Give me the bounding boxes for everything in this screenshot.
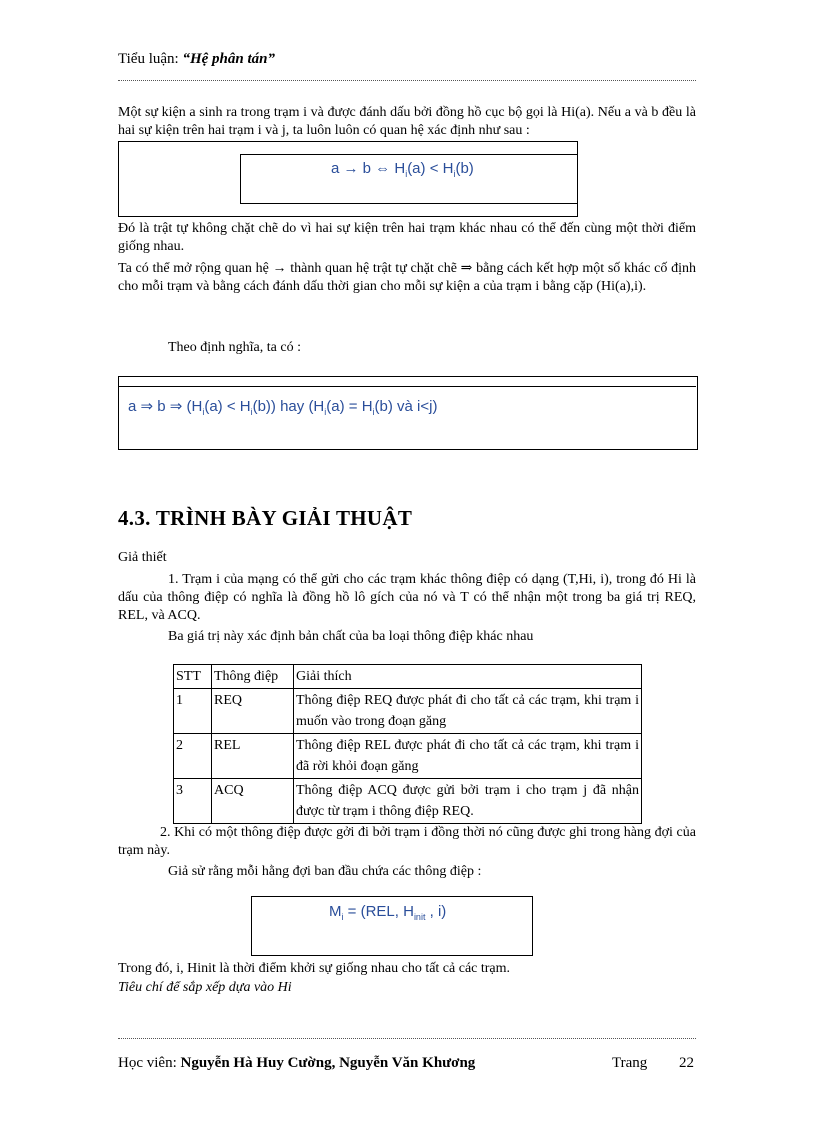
- table-cell-type: ACQ: [212, 779, 294, 824]
- assumption-item-1: 1. Trạm i của mạng có thể gửi cho các trạm khác thông điệp có dạng (T,Hi, i), trong đó Hi là dấu của thông điệp có nghĩa là đồng hồ lô gích của nó và T có thể nhận một trong ba giá trị REQ, REL, và ACQ.: [118, 572, 696, 623]
- table-header-cell: Thông điệp: [212, 665, 294, 689]
- table-cell-desc: Thông điệp REQ được phát đi cho tất cả các trạm, khi trạm i muốn vào trong đoạn găng: [294, 689, 642, 734]
- formula-happens-before: a → b ⇔ $H_i(a) < H_i(b)$: [331, 160, 474, 179]
- table-cell-stt: 2: [174, 734, 212, 779]
- intro-paragraph-3: Ta có thể mở rộng quan hệ → thành quan hệ trật tự chặt chẽ ⇒ bằng cách kết hợp một số khác cố định cho mỗi trạm và bằng cách đánh dấu thời gian cho mỗi sự kiện a của trạm i bằng cặp (Hi(a),i).: [118, 261, 696, 294]
- page-header: [118, 51, 275, 68]
- assumption-item-1-cont: Ba giá trị này xác định bản chất của ba loại thông điệp khác nhau: [168, 629, 534, 644]
- footer-author-names: Nguyễn Hà Huy Cường, Nguyễn Văn Khương: [180, 1055, 476, 1071]
- intro-paragraph-1: Một sự kiện a sinh ra trong trạm i và được đánh dấu bởi đồng hồ cục bộ gọi là Hi(a). Nếu a và b đều là hai sự kiện trên hai trạm i và j, ta luôn luôn có quan hệ xác định như sau :: [118, 105, 696, 138]
- intro-paragraph-2: Đó là trật tự không chặt chẽ do vì hai sự kiện trên hai trạm khác nhau có thể đến cùng một thời điểm giống nhau.: [118, 221, 696, 254]
- footer-page-label: Trang: [612, 1055, 648, 1071]
- assumption-item-2: 2. Khi có một thông điệp được gởi đi bởi trạm i đồng thời nó cũng được ghi trong hàng đợi của trạm này.: [118, 825, 696, 858]
- footer-page-number: 22: [679, 1055, 694, 1071]
- header-prefix: Tiểu luận:: [118, 51, 183, 67]
- table-row: [174, 779, 642, 824]
- message-types-table: [173, 664, 642, 824]
- intro-paragraph-4: Theo định nghĩa, ta có :: [168, 340, 301, 355]
- formula-total-order: a ⇒ b ⇒ $(H_i(a) < H_i(b))$ hay ($H_i(a) = H_i(b)$ và i<j): [128, 398, 438, 417]
- header-divider: [118, 80, 696, 81]
- table-row: [174, 689, 642, 734]
- footer-authors: [118, 1055, 475, 1072]
- table-cell-desc: Thông điệp ACQ được gửi bởi trạm i cho trạm j đã nhận được từ trạm i thông điệp REQ.: [294, 779, 642, 824]
- formula-box-2-rule: [118, 386, 696, 387]
- assumption-item-2-cont: Giả sử rằng mỗi hằng đợi ban đầu chứa các thông điệp :: [168, 864, 482, 879]
- table-header-cell: STT: [174, 665, 212, 689]
- table-row: [174, 734, 642, 779]
- footer-label: Học viên:: [118, 1055, 181, 1071]
- table-header-row: [174, 665, 642, 689]
- assumption-label: Giả thiết: [118, 550, 167, 565]
- table-cell-stt: 3: [174, 779, 212, 824]
- section-title: 4.3. TRÌNH BÀY GIẢI THUẬT: [118, 506, 413, 530]
- header-title: “Hệ phân tán”: [182, 51, 275, 67]
- ordering-criterion: Tiêu chí để sắp xếp dựa vào Hi: [118, 980, 292, 995]
- table-cell-stt: 1: [174, 689, 212, 734]
- table-cell-type: REQ: [212, 689, 294, 734]
- table-cell-type: REL: [212, 734, 294, 779]
- footer-divider: [118, 1038, 696, 1039]
- formula-initial-queue: $M_i = (REL$, $H_{init}$ , i): [329, 903, 447, 922]
- table-cell-desc: Thông điệp REL được phát đi cho tất cả các trạm, khi trạm i đã rời khỏi đoạn găng: [294, 734, 642, 779]
- after-paragraph: Trong đó, i, Hinit là thời điểm khởi sự giống nhau cho tất cả các trạm.: [118, 961, 511, 976]
- table-header-cell: Giải thích: [294, 665, 642, 689]
